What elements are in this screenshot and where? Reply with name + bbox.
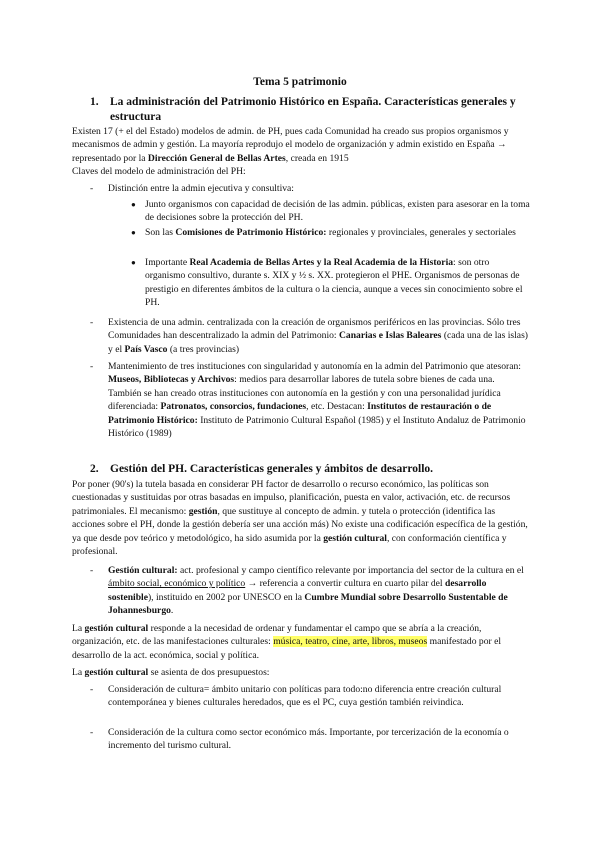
- d3-bold-2: Patronatos, consorcios, fundaciones: [160, 401, 307, 413]
- b2-pre: Son las: [145, 227, 176, 238]
- gc-bold-3: Cumbre Mundial sobre Desarrollo Sustentable de Johannesburgo: [108, 591, 508, 617]
- section-1-number: 1.: [90, 96, 99, 108]
- document-title: Tema 5 patrimonio: [253, 76, 347, 88]
- gc-underline: ámbito social, económico y político: [108, 578, 246, 590]
- s2-p3-pre: La: [72, 667, 85, 678]
- bullet-marker: ●: [131, 200, 136, 209]
- s2-p3-bold: gestión cultural: [84, 667, 149, 678]
- dash-item-1: Distinción entre la admin ejecutiva y consultiva:: [108, 183, 294, 194]
- b3-pre: Importante: [145, 257, 190, 268]
- d2-pre: Existencia de una admin. centralizada con la creación de organismos periféricos en las provincias. Sólo tres Comunidades han descentralizado la admin del Patrimonio:: [108, 317, 521, 342]
- s2-p1-post: , con conformación científica y profesional.: [72, 532, 507, 558]
- section-1-intro: [72, 125, 530, 165]
- dash-marker: -: [90, 183, 94, 194]
- section-1-heading-text: La administración del Patrimonio Histórico en España. Características generales y estructura: [110, 96, 516, 123]
- section-2-heading-text: Gestión del PH. Características generales y ámbitos de desarrollo.: [110, 463, 434, 475]
- d3-post: Instituto de Patrimonio Cultural Español (1985) y el Instituto Andaluz de Patrimonio Histórico (1989): [108, 414, 526, 440]
- bullet-marker: ●: [131, 228, 136, 237]
- presupuesto-1: Consideración de cultura= ámbito unitario con políticas para todo:no diferencia entre creación cultural contemporánea y bienes culturales heredados, que es el PC, cuya gestión también reivindica.: [108, 684, 502, 709]
- s2-p1-bold-1: gestión: [188, 505, 218, 517]
- bullet-marker: ●: [131, 258, 136, 267]
- gc-bold-2: desarrollo sostenible: [108, 578, 487, 603]
- s2-p2-mid: responde a la necesidad de ordenar y fundamentar el campo que se abría a la creación, organización, etc. de las manifestaciones culturales:: [72, 623, 482, 648]
- d3-bold-3: Institutos de restauración o de Patrimonio Histórico:: [108, 401, 492, 426]
- dash-item-2: [108, 316, 530, 356]
- dash-item-3: [108, 360, 530, 440]
- dash-marker: -: [90, 361, 94, 372]
- gc-post: .: [170, 605, 174, 617]
- section-2-intro: [72, 478, 530, 558]
- dash-marker: -: [90, 684, 94, 695]
- b2-post: regionales y provinciales, generales y sectoriales: [326, 227, 516, 238]
- claves-line: Claves del modelo de administración del PH:: [72, 166, 246, 177]
- s2-p2-post: manifestado por el desarrollo de la act. económica, social y política.: [72, 636, 502, 661]
- intro-end: , creada en 1915: [285, 152, 349, 164]
- section-1-heading: [90, 95, 530, 125]
- b2-bold: Comisiones de Patrimonio Histórico:: [175, 227, 327, 238]
- dash-marker: -: [90, 727, 94, 738]
- b3-bold: Real Academia de Bellas Artes y la Real Academia de la Historia: [189, 257, 454, 268]
- section-2-number: 2.: [90, 463, 99, 475]
- d2-mid: (cada una de las islas) y el: [108, 330, 528, 355]
- dash-marker: -: [90, 317, 94, 328]
- d3-mid-1: : medios para desarrollar labores de tutela sobre bienes de cada una. También se han creado otras instituciones con autonomía en la gestión y con una personalidad jurídica diferenciada:: [108, 374, 501, 413]
- bullet-item-2: [145, 226, 530, 239]
- section-2-heading: [90, 462, 530, 477]
- s2-p2-bold: gestión cultural: [84, 623, 149, 634]
- s2-p2-pre: La: [72, 623, 85, 634]
- d3-bold-1: Museos, Bibliotecas y Archivos: [108, 374, 235, 386]
- d2-bold-2: País Vasco: [124, 343, 168, 355]
- d3-pre: Mantenimiento de tres instituciones con singularidad y autonomía en la admin del Patrimonio que atesoran:: [108, 361, 521, 372]
- s2-p1-mid: , que sustituye al concepto de admin. y tutela o protección (identifica las acciones sobre el PH, donde la gestión debería ser una acción más) No existe una codificación específica de la gestión, ya que desde pov teórico y metodológico, ha sido asumida por la: [72, 505, 528, 544]
- gc-mid-2: ), instituido en 2002 por UNESCO en la: [147, 591, 305, 603]
- d2-post: (a tres provincias): [167, 343, 240, 355]
- bullet-item-3: [145, 256, 530, 310]
- gc-mid: → referencia a convertir cultura en cuarto pilar del: [245, 578, 445, 590]
- dash-marker: -: [90, 565, 94, 576]
- s2-p1-pre: Por poner (90's) la tutela basada en considerar PH factor de desarrollo o recurso económico, las políticas son cuestionadas y sustituidas por otras basadas en impulso, planificación, puesta en valor, activación, etc. de recursos patrimoniales. El mecanismo:: [72, 479, 511, 517]
- gc-pre: act. profesional y campo científico relevante por importancia del sector de la cultura en el: [177, 565, 524, 576]
- intro-bold: Dirección General de Bellas Artes: [147, 152, 286, 164]
- gc-bold: Gestión cultural:: [108, 565, 178, 576]
- s2-p3-post: se asienta de dos presupuestos:: [148, 667, 270, 678]
- section-2-para-3: [72, 666, 530, 679]
- highlighted-text: música, teatro, cine, arte, libros, museos: [273, 636, 428, 648]
- s2-p1-bold-2: gestión cultural: [323, 532, 387, 544]
- bullet-item-1: Junto organismos con capacidad de decisión de las admin. públicas, existen para asesorar en la toma de decisiones sobre la protección del PH.: [145, 199, 530, 224]
- presupuesto-2: Consideración de la cultura como sector económico más. Importante, por tercerización de la economía o incremento del turismo cultural.: [108, 727, 509, 752]
- intro-text: Existen 17 (+ el del Estado) modelos de admin. de PH, pues cada Comunidad ha creado sus propios organismos y mecanismos de admin y gestión. La mayoría reprodujo el modelo de organización y admin existido en España → representado por la: [72, 126, 509, 164]
- d2-bold-1: Canarias e Islas Baleares: [339, 330, 442, 342]
- b3-post: : son otro organismo consultivo, durante s. XIX y ½ s. XX. protegieron el PHE. Organismos de personas de prestigio en diferentes ámbitos de la cultura o la ciencia, aunque a veces sin conocimiento sobre el PH.: [145, 257, 523, 309]
- d3-mid-2: , etc. Destacan:: [306, 401, 368, 413]
- gestion-cultural-item: [108, 564, 530, 618]
- section-2-para-2: [72, 622, 530, 662]
